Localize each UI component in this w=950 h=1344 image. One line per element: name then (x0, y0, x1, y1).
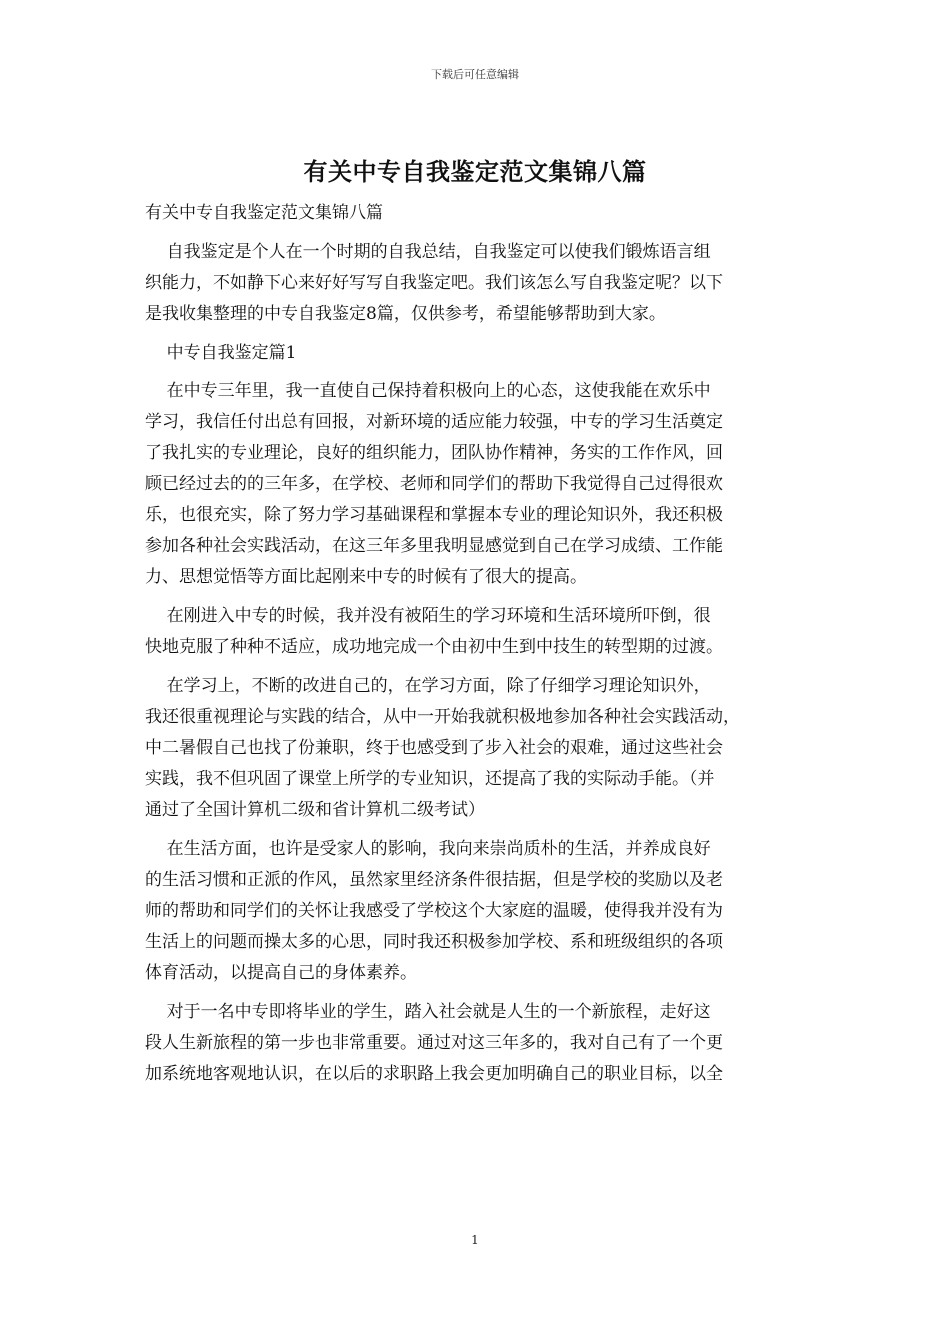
text-line: 织能力，不如静下心来好好写写自我鉴定吧。我们该怎么写自我鉴定呢？以下 (145, 272, 723, 293)
text-line: 在生活方面，也许是受家人的影响，我向来崇尚质朴的生活，并养成良好 (145, 838, 711, 859)
paragraph (145, 237, 809, 330)
text-line: 段人生新旅程的第一步也非常重要。通过对这三年多的，我对自己有了一个更 (145, 1032, 723, 1053)
text-line: 在刚进入中专的时候，我并没有被陌生的学习环境和生活环境所吓倒，很 (145, 606, 711, 627)
text-line: 快地克服了种种不适应，成功地完成一个由初中生到中技生的转型期的过渡。 (145, 637, 723, 658)
text-line: 力、思想觉悟等方面比起刚来中专的时候有了很大的提高。 (145, 567, 587, 588)
paragraph (145, 338, 809, 369)
text-line: 通过了全国计算机二级和省计算机二级考试） (145, 799, 485, 820)
paragraph (145, 376, 809, 593)
document-title: 有关中专自我鉴定范文集锦八篇 (303, 157, 647, 186)
text-line: 加系统地客观地认识，在以后的求职路上我会更加明确自己的职业目标，以全 (145, 1063, 723, 1084)
text-line: 参加各种社会实践活动，在这三年多里我明显感觉到自己在学习成绩、工作能 (145, 536, 723, 557)
page-header-note: 下载后可任意编辑 (431, 68, 519, 81)
text-line: 在中专三年里，我一直使自己保持着积极向上的心态，这使我能在欢乐中 (145, 381, 711, 402)
document-body (145, 198, 809, 1090)
text-line: 的生活习惯和正派的作风，虽然家里经济条件很拮据，但是学校的奖励以及老 (145, 869, 723, 890)
text-line: 对于一名中专即将毕业的学生，踏入社会就是人生的一个新旅程，走好这 (145, 1001, 711, 1022)
text-line: 乐，也很充实，除了努力学习基础课程和掌握本专业的理论知识外，我还积极 (145, 505, 723, 526)
paragraph (145, 834, 809, 989)
text-line: 自我鉴定是个人在一个时期的自我总结，自我鉴定可以使我们锻炼语言组 (145, 241, 711, 262)
paragraph (145, 997, 809, 1090)
paragraph (145, 671, 809, 826)
text-line: 中二暑假自己也找了份兼职，终于也感受到了步入社会的艰难，通过这些社会 (145, 737, 723, 758)
text-line: 是我收集整理的中专自我鉴定8篇，仅供参考，希望能够帮助到大家。 (145, 303, 666, 324)
text-line: 有关中专自我鉴定范文集锦八篇 (145, 203, 383, 223)
paragraph (145, 601, 809, 663)
text-line: 顾已经过去的的三年多，在学校、老师和同学们的帮助下我觉得自己过得很欢 (145, 474, 723, 495)
text-line: 生活上的问题而操太多的心思，同时我还积极参加学校、系和班级组织的各项 (145, 931, 723, 952)
text-line: 我还很重视理论与实践的结合，从中一开始我就积极地参加各种社会实践活动， (145, 706, 740, 727)
text-line: 学习，我信任付出总有回报，对新环境的适应能力较强，中专的学习生活奠定 (145, 412, 723, 433)
text-line: 师的帮助和同学们的关怀让我感受了学校这个大家庭的温暖，使得我并没有为 (145, 900, 723, 921)
paragraph (145, 198, 809, 229)
text-line: 中专自我鉴定篇1 (145, 342, 297, 363)
text-line: 了我扎实的专业理论，良好的组织能力，团队协作精神，务实的工作作风，回 (145, 443, 723, 464)
text-line: 体育活动，以提高自己的身体素养。 (145, 962, 417, 983)
text-line: 在学习上，不断的改进自己的，在学习方面，除了仔细学习理论知识外， (145, 675, 711, 696)
page-number: 1 (471, 1233, 479, 1247)
text-line: 实践，我不但巩固了课堂上所学的专业知识，还提高了我的实际动手能。（并 (145, 768, 715, 789)
